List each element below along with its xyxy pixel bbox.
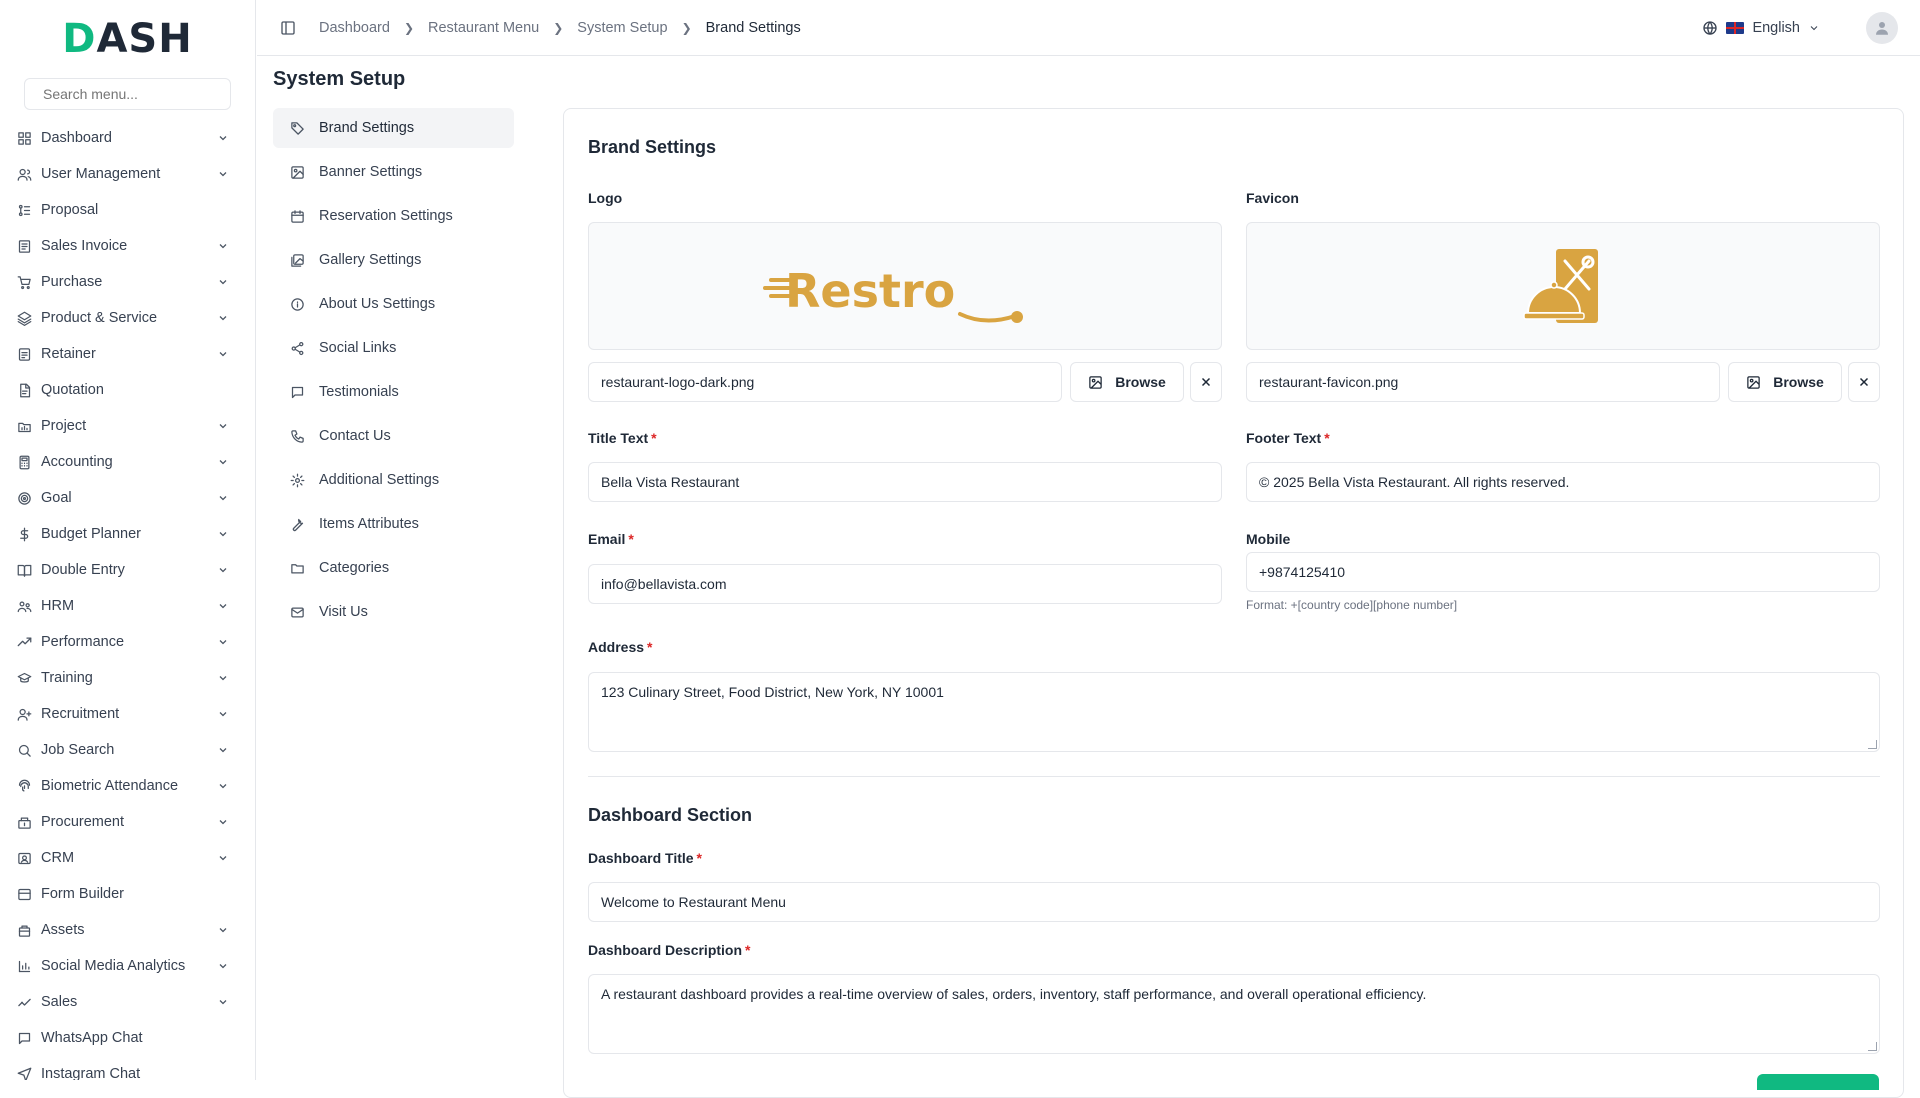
footer-text-input[interactable]: © 2025 Bella Vista Restaurant. All rights reserved. xyxy=(1246,462,1880,502)
image-icon xyxy=(1088,375,1103,390)
quotation-icon xyxy=(16,382,32,398)
settings-nav-label: Banner Settings xyxy=(319,164,423,180)
chevron-down-icon xyxy=(215,742,231,758)
sidebar-item-user-management[interactable] xyxy=(16,156,239,192)
hrm-icon xyxy=(16,598,32,614)
sidebar-item-label: Training xyxy=(41,670,93,686)
fingerprint-icon xyxy=(16,778,32,794)
title-text-label: Title Text * xyxy=(588,430,657,446)
sidebar-item-form-builder[interactable] xyxy=(16,876,239,912)
sidebar-item-accounting[interactable] xyxy=(16,444,239,480)
sidebar-item-sales[interactable] xyxy=(16,984,239,1020)
sidebar-item-label: CRM xyxy=(41,850,75,866)
brand-settings-card xyxy=(563,108,1904,1098)
sidebar-item-label: Recruitment xyxy=(41,706,120,722)
recruit-icon xyxy=(16,706,32,722)
sidebar-item-label: Double Entry xyxy=(41,562,125,578)
sidebar-item-label: Dashboard xyxy=(41,130,112,146)
sidebar-item-label: Budget Planner xyxy=(41,526,141,542)
sidebar-menu xyxy=(0,120,255,1080)
settings-nav-categories[interactable] xyxy=(273,548,514,588)
sidebar-item-label: Sales xyxy=(41,994,78,1010)
settings-nav-banner-settings[interactable] xyxy=(273,152,514,192)
search-icon xyxy=(16,742,32,758)
settings-nav-items-attributes[interactable] xyxy=(273,504,514,544)
favicon-browse-button[interactable]: Browse xyxy=(1728,362,1842,402)
breadcrumb xyxy=(319,20,801,36)
svg-text:Restro: Restro xyxy=(785,264,956,318)
proposal-icon xyxy=(16,202,32,218)
app-logo[interactable]: DASH xyxy=(62,16,193,62)
gear-icon xyxy=(289,472,305,488)
chevron-down-icon xyxy=(215,850,231,866)
sidebar-item-training[interactable] xyxy=(16,660,239,696)
sidebar-item-product-and-service[interactable] xyxy=(16,300,239,336)
settings-nav-label: Social Links xyxy=(319,340,397,356)
logo-label: Logo xyxy=(588,190,623,206)
chart-icon xyxy=(16,958,32,974)
phone-icon xyxy=(289,428,305,444)
procurement-icon xyxy=(16,814,32,830)
user-avatar[interactable] xyxy=(1866,12,1898,44)
breadcrumb-item-dashboard[interactable]: Dashboard xyxy=(319,19,390,36)
chat-icon xyxy=(16,1030,32,1046)
sidebar-item-label: Product & Service xyxy=(41,310,158,326)
sidebar-item-label: Assets xyxy=(41,922,85,938)
language-selector[interactable] xyxy=(1702,20,1820,36)
sidebar-item-social-media-analytics[interactable] xyxy=(16,948,239,984)
share-icon xyxy=(289,340,305,356)
mail-icon xyxy=(289,604,305,620)
language-label: English xyxy=(1752,19,1800,36)
chevron-down-icon xyxy=(215,490,231,506)
chevron-down-icon xyxy=(215,562,231,578)
favicon-label: Favicon xyxy=(1246,190,1299,206)
top-header xyxy=(257,0,1920,56)
chevron-down-icon xyxy=(215,454,231,470)
book-icon xyxy=(16,562,32,578)
settings-nav-label: Gallery Settings xyxy=(319,252,422,268)
favicon-clear-button[interactable] xyxy=(1848,362,1880,402)
logo-filename-field[interactable]: restaurant-logo-dark.png xyxy=(588,362,1062,402)
chevron-down-icon xyxy=(215,922,231,938)
sidebar-item-sales-invoice[interactable] xyxy=(16,228,239,264)
email-input[interactable]: info@bellavista.com xyxy=(588,564,1222,604)
sidebar-item-label: Retainer xyxy=(41,346,96,362)
sidebar-item-label: Proposal xyxy=(41,202,99,218)
invoice-icon xyxy=(16,238,32,254)
sidebar-item-whatsapp-chat[interactable] xyxy=(16,1020,239,1056)
sidebar-item-label: Social Media Analytics xyxy=(41,958,186,974)
address-textarea[interactable]: 123 Culinary Street, Food District, New York, NY 10001 xyxy=(588,672,1880,752)
restro-logo-image xyxy=(755,231,1055,341)
chevron-down-icon xyxy=(215,814,231,830)
settings-nav-testimonials[interactable] xyxy=(273,372,514,412)
sales-icon xyxy=(16,994,32,1010)
chevron-right-icon: ❯ xyxy=(403,20,414,35)
breadcrumb-item-system-setup[interactable]: System Setup xyxy=(577,19,668,36)
sidebar-search xyxy=(24,78,231,110)
settings-nav-label: Categories xyxy=(319,560,390,576)
sidebar-item-label: Sales Invoice xyxy=(41,238,128,254)
sidebar-item-instagram-chat[interactable] xyxy=(16,1056,239,1080)
folder-icon xyxy=(289,560,305,576)
logo-browse-button[interactable]: Browse xyxy=(1070,362,1184,402)
chevron-down-icon xyxy=(215,310,231,326)
settings-nav xyxy=(273,108,514,636)
target-icon xyxy=(16,490,32,506)
sidebar-item-double-entry[interactable] xyxy=(16,552,239,588)
trend-icon xyxy=(16,634,32,650)
chevron-right-icon: ❯ xyxy=(681,20,692,35)
chevron-down-icon xyxy=(1808,22,1820,34)
favicon-filename-field[interactable]: restaurant-favicon.png xyxy=(1246,362,1720,402)
calendar-icon xyxy=(289,208,305,224)
sidebar-item-label: HRM xyxy=(41,598,75,614)
mobile-input[interactable]: +9874125410 xyxy=(1246,552,1880,592)
restaurant-cloche-icon xyxy=(1518,241,1608,331)
sidebar-item-label: Purchase xyxy=(41,274,103,290)
calculator-icon xyxy=(16,454,32,470)
sidebar-item-purchase[interactable] xyxy=(16,264,239,300)
save-button[interactable] xyxy=(1757,1074,1879,1090)
dashboard-title-label: Dashboard Title * xyxy=(588,850,702,866)
address-label: Address * xyxy=(588,639,653,655)
image-icon xyxy=(289,164,305,180)
section-divider xyxy=(588,776,1880,777)
tag-icon xyxy=(289,120,305,136)
chevron-down-icon xyxy=(215,526,231,542)
info-icon xyxy=(289,296,305,312)
search-input[interactable] xyxy=(43,86,223,102)
settings-nav-label: Reservation Settings xyxy=(319,208,453,224)
settings-nav-label: Items Attributes xyxy=(319,516,419,532)
chevron-down-icon xyxy=(215,130,231,146)
chevron-down-icon xyxy=(215,238,231,254)
chevron-down-icon xyxy=(215,778,231,794)
message-icon xyxy=(289,384,305,400)
cart-icon xyxy=(16,274,32,290)
sidebar-toggle-icon[interactable] xyxy=(279,19,297,37)
chevron-right-icon: ❯ xyxy=(553,20,564,35)
settings-nav-gallery-settings[interactable] xyxy=(273,240,514,280)
project-icon xyxy=(16,418,32,434)
sidebar-item-budget-planner[interactable] xyxy=(16,516,239,552)
settings-nav-reservation-settings[interactable] xyxy=(273,196,514,236)
sidebar xyxy=(0,0,256,1080)
settings-nav-additional-settings[interactable] xyxy=(273,460,514,500)
sidebar-item-procurement[interactable] xyxy=(16,804,239,840)
settings-nav-about-us-settings[interactable] xyxy=(273,284,514,324)
settings-nav-label: Contact Us xyxy=(319,428,391,444)
sidebar-item-label: Project xyxy=(41,418,87,434)
title-text-input[interactable]: Bella Vista Restaurant xyxy=(588,462,1222,502)
close-icon xyxy=(1857,375,1871,389)
chevron-down-icon xyxy=(215,274,231,290)
dashboard-title-input[interactable]: Welcome to Restaurant Menu xyxy=(588,882,1880,922)
layers-icon xyxy=(16,310,32,326)
chevron-down-icon xyxy=(215,706,231,722)
email-label: Email * xyxy=(588,531,634,547)
settings-nav-visit-us[interactable] xyxy=(273,592,514,632)
logo-clear-button[interactable] xyxy=(1190,362,1222,402)
wrench-icon xyxy=(289,516,305,532)
globe-icon xyxy=(1702,20,1718,36)
chevron-down-icon xyxy=(215,958,231,974)
form-icon xyxy=(16,886,32,902)
close-icon xyxy=(1199,375,1213,389)
page-title: System Setup xyxy=(273,68,406,90)
gallery-icon xyxy=(289,252,305,268)
sidebar-item-label: WhatsApp Chat xyxy=(41,1030,143,1046)
sidebar-item-assets[interactable] xyxy=(16,912,239,948)
dashboard-description-label: Dashboard Description * xyxy=(588,942,751,958)
dashboard-section-title: Dashboard Section xyxy=(588,805,753,825)
send-icon xyxy=(16,1066,32,1080)
uk-flag-icon xyxy=(1726,22,1744,34)
sidebar-item-crm[interactable] xyxy=(16,840,239,876)
sidebar-item-label: Goal xyxy=(41,490,72,506)
chevron-down-icon xyxy=(215,598,231,614)
sidebar-item-label: Performance xyxy=(41,634,125,650)
sidebar-item-job-search[interactable] xyxy=(16,732,239,768)
chevron-down-icon xyxy=(215,994,231,1010)
sidebar-item-performance[interactable] xyxy=(16,624,239,660)
chevron-down-icon xyxy=(215,346,231,362)
chevron-down-icon xyxy=(215,670,231,686)
breadcrumb-item-restaurant-menu[interactable]: Restaurant Menu xyxy=(428,19,540,36)
sidebar-item-retainer[interactable] xyxy=(16,336,239,372)
image-icon xyxy=(1746,375,1761,390)
dollar-icon xyxy=(16,526,32,542)
crm-icon xyxy=(16,850,32,866)
sidebar-item-label: Accounting xyxy=(41,454,113,470)
dashboard-description-textarea[interactable]: A restaurant dashboard provides a real-time overview of sales, orders, inventory, staff performance, and overall operational efficiency. xyxy=(588,974,1880,1054)
settings-nav-social-links[interactable] xyxy=(273,328,514,368)
settings-nav-label: Brand Settings xyxy=(319,120,415,136)
breadcrumb-current: Brand Settings xyxy=(705,19,801,36)
settings-nav-label: About Us Settings xyxy=(319,296,436,312)
sidebar-item-goal[interactable] xyxy=(16,480,239,516)
sidebar-item-dashboard[interactable] xyxy=(16,120,239,156)
sidebar-item-proposal[interactable] xyxy=(16,192,239,228)
sidebar-item-label: Form Builder xyxy=(41,886,124,902)
users-icon xyxy=(16,166,32,182)
sidebar-item-recruitment[interactable] xyxy=(16,696,239,732)
logo-preview xyxy=(588,222,1222,350)
sidebar-item-label: Job Search xyxy=(41,742,115,758)
footer-text-label: Footer Text * xyxy=(1246,430,1330,446)
chevron-down-icon xyxy=(215,166,231,182)
favicon-preview xyxy=(1246,222,1880,350)
sidebar-item-label: User Management xyxy=(41,166,161,182)
mobile-label: Mobile xyxy=(1246,531,1291,547)
grid-icon xyxy=(16,130,32,146)
settings-nav-contact-us[interactable] xyxy=(273,416,514,456)
mobile-format-hint: Format: +[country code][phone number] xyxy=(1246,598,1458,612)
sidebar-item-biometric-attendance[interactable] xyxy=(16,768,239,804)
sidebar-item-label: Instagram Chat xyxy=(41,1066,141,1080)
sidebar-item-label: Biometric Attendance xyxy=(41,778,179,794)
assets-icon xyxy=(16,922,32,938)
section-title: Brand Settings xyxy=(588,137,717,157)
chevron-down-icon xyxy=(215,418,231,434)
chevron-down-icon xyxy=(215,634,231,650)
sidebar-item-label: Quotation xyxy=(41,382,104,398)
retainer-icon xyxy=(16,346,32,362)
sidebar-item-hrm[interactable] xyxy=(16,588,239,624)
sidebar-item-project[interactable] xyxy=(16,408,239,444)
settings-nav-label: Testimonials xyxy=(319,384,399,400)
graduation-icon xyxy=(16,670,32,686)
sidebar-item-label: Procurement xyxy=(41,814,125,830)
sidebar-item-quotation[interactable] xyxy=(16,372,239,408)
settings-nav-brand-settings[interactable] xyxy=(273,108,514,148)
settings-nav-label: Additional Settings xyxy=(319,472,440,488)
settings-nav-label: Visit Us xyxy=(319,604,368,620)
